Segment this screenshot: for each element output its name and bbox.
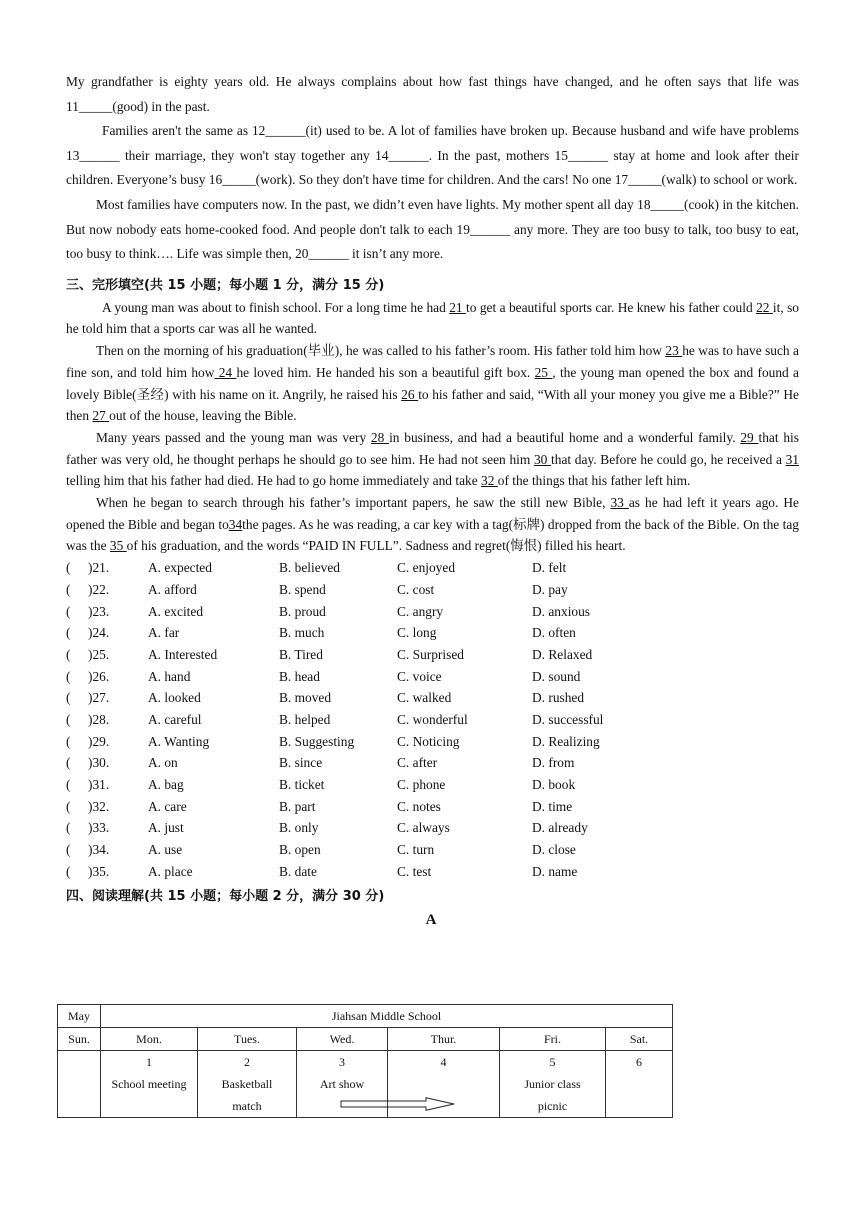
question-number: )29. (88, 733, 110, 749)
cloze-text: Then on the morning of his graduation(毕业), he was called to his father’s room. His father told him how (96, 343, 666, 359)
answer-paren: ( (66, 820, 71, 836)
option-c: C. Noticing (397, 733, 460, 749)
cloze-text: that his father was very old, he thought perhaps he should go to see him. He had not seen him (66, 429, 799, 467)
option-a: A. excited (148, 603, 204, 619)
answer-paren: ( (66, 603, 71, 619)
option-c: C. wonderful (397, 712, 468, 727)
option-d: D. successful (532, 712, 604, 727)
answer-paren: ( (66, 755, 71, 771)
option-b: B. moved (279, 690, 332, 706)
option-a: A. on (148, 755, 178, 771)
option-d: D. anxious (532, 603, 591, 619)
day-sat: Sat. (606, 1028, 673, 1051)
cloze-blank: 28 (370, 429, 390, 445)
option-d: D. sound (532, 668, 581, 684)
question-number: )23. (88, 603, 110, 619)
answer-paren: ( (66, 646, 71, 662)
option-b: B. open (279, 842, 321, 858)
answer-paren: ( (66, 863, 71, 879)
cloze-blank: 24 (214, 364, 237, 380)
option-c: C. enjoyed (397, 560, 456, 576)
option-a: A. use (148, 842, 183, 858)
answer-paren: ( (66, 560, 71, 576)
answer-paren: ( (66, 690, 71, 706)
event-tue-line2: match (232, 1099, 262, 1113)
date-fri (500, 1051, 606, 1118)
day-mon: Mon. (101, 1028, 198, 1051)
date-tue (198, 1051, 297, 1118)
option-d: D. Realizing (532, 733, 600, 749)
cloze-text: as he had left it years ago. He opened the Bible and began to (66, 495, 799, 532)
option-c: C. after (397, 755, 438, 771)
exam-page (66, 70, 799, 930)
cloze-blank: 35 (109, 538, 127, 554)
passage-paragraph-3: Most families have computers now. In the past, we didn’t even have lights. My mother spent all day 18_____(cook) in the kitchen. But now nobody eats home-cooked food. And people don't talk to each 19______ any more. They are too busy to talk, too busy to eat, too busy to think…. Life was simple then, 20______ it isn’t any more. (66, 196, 799, 262)
answer-paren: ( (66, 625, 71, 641)
cloze-text: he was to have such a fine son, and told him how (66, 343, 799, 380)
option-a: A. bag (148, 777, 184, 793)
option-c: C. test (397, 863, 432, 879)
question-number: )31. (88, 777, 110, 793)
event-fri-line2: picnic (537, 1099, 568, 1113)
question-number: )26. (88, 668, 110, 684)
cloze-text: in business, and had a beautiful home and a wonderful family. (389, 429, 741, 445)
event-tue-line1: Basketball (221, 1077, 273, 1091)
date-number: 4 (440, 1055, 447, 1069)
option-d: D. close (532, 842, 576, 858)
option-b: B. proud (279, 603, 326, 619)
option-b: B. Suggesting (279, 733, 355, 749)
cloze-text: to his father and said, “With all your money you give me a Bible?” He then (66, 386, 799, 424)
date-sun (58, 1051, 101, 1118)
option-d: D. already (532, 820, 588, 836)
date-number: 3 (339, 1055, 345, 1069)
cloze-text: it, so he told him that a sports car was all he wanted. (66, 299, 799, 337)
option-d: D. felt (532, 560, 567, 576)
event-wed: Art show (319, 1077, 365, 1091)
question-number: )21. (88, 560, 110, 576)
cloze-blank: 34 (228, 516, 243, 532)
answer-paren: ( (66, 668, 71, 684)
option-a: A. looked (148, 690, 201, 706)
cloze-blank: 22 (756, 299, 773, 315)
passage-paragraph-2: Families aren't the same as 12______(it) used to be. A lot of families have broken up. Because husband and wife have problems 13______ their marriage, they won't stay together any 14______. In the past, mothers 15______ stay at home and look after their children. Everyone’s busy 16_____(work). So they don't have time for children. And the cars! No one 17_____(walk) to school or work. (66, 123, 799, 188)
cloze-text: of the things that his father left him. (497, 473, 691, 489)
cloze-text: A young man was about to finish school. For a long time he had (102, 299, 450, 315)
option-d: D. rushed (532, 690, 585, 706)
option-row (66, 731, 799, 753)
option-c: C. long (397, 625, 437, 641)
question-number: )33. (88, 820, 110, 836)
cloze-text: to get a beautiful sports car. He knew his father could (466, 299, 757, 315)
answer-paren: ( (66, 581, 71, 597)
option-row (66, 666, 799, 688)
option-c: C. walked (397, 690, 452, 706)
option-row (66, 622, 799, 644)
option-c: C. voice (397, 668, 442, 684)
cloze-blank: 29 (740, 429, 759, 445)
passage-paragraph-1: My grandfather is eighty years old. He always complains about how fast things have changed, and he often says that life was 11_____(good) in the past. (66, 74, 799, 114)
option-d: D. from (532, 755, 575, 771)
cloze-text: Many years passed and the young man was very (96, 429, 371, 445)
option-row (66, 774, 799, 796)
answer-paren: ( (66, 712, 71, 727)
option-c: C. phone (397, 777, 446, 793)
option-d: D. Relaxed (532, 646, 593, 662)
option-a: A. Interested (148, 646, 218, 662)
option-row (66, 601, 799, 623)
option-row (66, 861, 799, 883)
cloze-paragraph-4 (66, 492, 799, 557)
day-wed: Wed. (297, 1028, 388, 1051)
option-a: A. Wanting (148, 733, 210, 749)
cloze-text: out of the house, leaving the Bible. (109, 408, 297, 424)
reading-heading: 四、阅读理解(共 15 小题；每小题 2 分，满分 30 分) (66, 888, 385, 904)
cloze-text: of his graduation, and the words “PAID IN FULL”. Sadness and regret(悔恨) filled his heart. (126, 538, 626, 554)
day-fri: Fri. (500, 1028, 606, 1051)
answer-paren: ( (66, 733, 71, 749)
option-a: A. careful (148, 712, 202, 727)
date-number: 5 (549, 1055, 556, 1069)
question-number: )25. (88, 646, 110, 662)
option-row (66, 796, 799, 818)
option-b: B. believed (279, 560, 340, 576)
question-number: )24. (88, 625, 110, 641)
cloze-heading: 三、完形填空(共 15 小题；每小题 1 分，满分 15 分) (66, 277, 385, 293)
cloze-blank: 23 (665, 343, 683, 359)
cloze-blank: 25 (534, 364, 553, 380)
option-row (66, 817, 799, 839)
cloze-text: When he began to search through his father’s important papers, he saw the still new Bible, (96, 495, 611, 511)
option-a: A. far (148, 625, 180, 641)
cloze-text: telling him that his father had died. He had to go home immediately and take (66, 473, 481, 489)
day-sun: Sun. (58, 1028, 101, 1051)
option-row (66, 709, 799, 731)
option-a: A. afford (148, 581, 197, 597)
cloze-blank: 27 (92, 408, 110, 424)
option-d: D. book (532, 777, 576, 793)
cloze-options-list (66, 557, 799, 882)
cloze-blank: 26 (401, 386, 419, 402)
option-c: C. cost (397, 581, 435, 597)
option-b: B. helped (279, 712, 331, 727)
cloze-text: , the young man opened the box and found a lovely Bible(圣经) with his name on it. Angrily, he raised his (66, 364, 799, 402)
section-a-label: A (425, 911, 437, 928)
question-number: )34. (88, 842, 110, 858)
date-number: 1 (146, 1055, 152, 1069)
option-d: D. time (532, 798, 573, 814)
option-row (66, 752, 799, 774)
cloze-text: he loved him. He handed his son a beautiful gift box. (236, 364, 535, 380)
option-a: A. expected (148, 560, 212, 576)
cloze-text: that day. Before he could go, he received a (551, 451, 786, 467)
cloze-paragraph-1 (66, 297, 799, 340)
cloze-blank: 33 (610, 495, 629, 511)
option-d: D. name (532, 863, 578, 879)
option-c: C. notes (397, 798, 441, 814)
option-c: C. turn (397, 842, 435, 858)
question-number: )32. (88, 798, 110, 814)
event-mon: School meeting (111, 1077, 187, 1091)
option-row (66, 557, 799, 579)
option-b: B. date (279, 863, 317, 879)
day-thu: Thur. (388, 1028, 500, 1051)
date-number: 2 (244, 1055, 250, 1069)
cloze-blank: 21 (449, 299, 467, 315)
option-a: A. just (148, 820, 184, 836)
cloze-blank: 31 (785, 451, 799, 467)
cloze-paragraph-3 (66, 427, 799, 492)
option-a: A. place (148, 863, 193, 879)
option-b: B. spend (279, 581, 326, 597)
option-b: B. only (279, 820, 319, 836)
option-row (66, 839, 799, 861)
cloze-blank: 30 (533, 451, 552, 467)
question-number: )30. (88, 755, 110, 771)
answer-paren: ( (66, 842, 71, 858)
option-b: B. ticket (279, 777, 325, 793)
calendar-school: Jiahsan Middle School (101, 1005, 673, 1028)
question-number: )35. (88, 863, 110, 879)
cloze-blank: 32 (481, 473, 498, 489)
question-number: )27. (88, 690, 110, 706)
question-number: )28. (88, 712, 110, 727)
option-a: A. hand (148, 668, 191, 684)
option-b: B. head (279, 668, 320, 684)
event-fri-line1: Junior class (524, 1077, 581, 1091)
option-c: C. angry (397, 603, 444, 619)
question-number: )22. (88, 581, 110, 597)
option-row (66, 644, 799, 666)
option-a: A. care (148, 798, 187, 814)
option-d: D. pay (532, 581, 568, 597)
date-mon (101, 1051, 198, 1118)
calendar-month: May (58, 1005, 101, 1028)
option-b: B. Tired (279, 646, 323, 662)
day-tue: Tues. (198, 1028, 297, 1051)
option-b: B. much (279, 625, 325, 641)
cloze-paragraph-2 (66, 340, 799, 427)
date-number: 6 (636, 1055, 642, 1069)
cloze-text: the pages. As he was reading, a car key with a tag(标牌) dropped from the back of the Bible. On the tag was the (66, 516, 799, 554)
option-c: C. always (397, 820, 450, 836)
option-b: B. since (279, 755, 323, 771)
option-d: D. often (532, 625, 576, 641)
date-sat (606, 1051, 673, 1118)
arrow-right-icon (340, 1097, 456, 1111)
option-b: B. part (279, 798, 316, 814)
option-row (66, 687, 799, 709)
option-row (66, 579, 799, 601)
option-c: C. Surprised (397, 646, 464, 662)
answer-paren: ( (66, 798, 71, 814)
answer-paren: ( (66, 777, 71, 793)
